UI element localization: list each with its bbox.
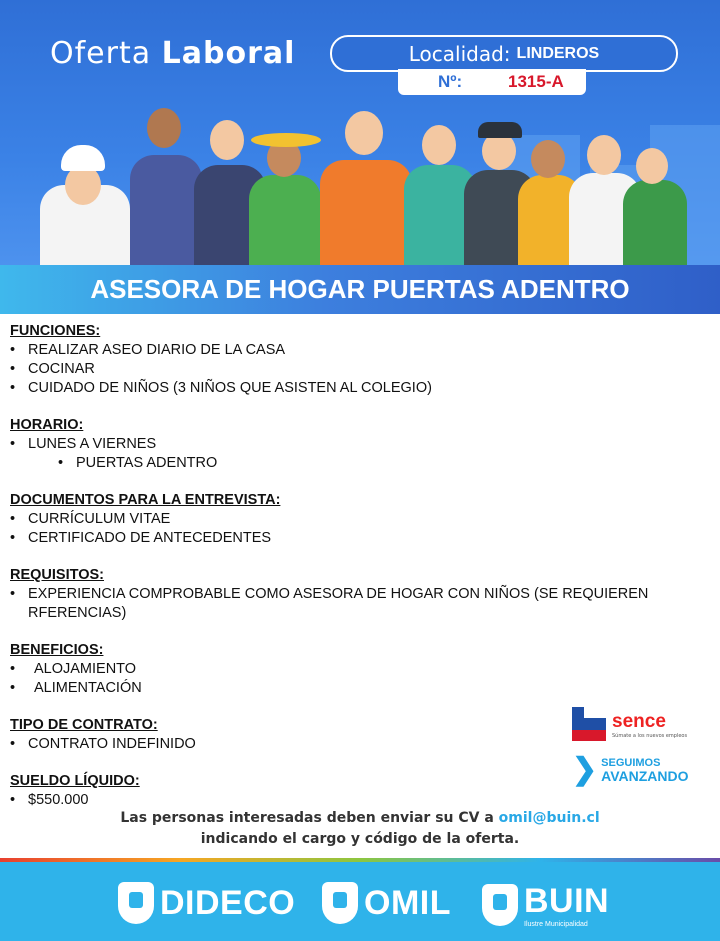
locality-box	[330, 35, 678, 72]
locality-label: Localidad:	[408, 41, 511, 66]
list-item: • COCINAR	[10, 360, 690, 379]
section-heading: REQUISITOS:	[10, 567, 104, 583]
contact-email-link[interactable]: omil@buin.cl	[498, 810, 600, 826]
chevron-right-icon: ❯	[572, 753, 598, 786]
section-heading: HORARIO:	[10, 417, 84, 433]
section-heading: FUNCIONES:	[10, 323, 101, 339]
list-item: • CURRÍCULUM VITAE	[10, 510, 690, 529]
offer-title-light: Oferta	[50, 36, 152, 71]
sence-tagline: Súmate a los nuevos empleos	[612, 733, 688, 739]
grocer-figure	[620, 140, 690, 265]
section-heading: SUELDO LÍQUIDO:	[10, 773, 140, 789]
section-heading: BENEFICIOS:	[10, 642, 104, 658]
shield-icon	[482, 884, 518, 926]
section-horario	[10, 416, 690, 473]
list-item: • $550.000	[10, 791, 690, 810]
note-text2: indicando el cargo y código de la oferta.	[200, 831, 520, 847]
shield-icon	[118, 882, 154, 924]
list-item: • CUIDADO DE NIÑOS (3 NIÑOS QUE ASISTEN AL COLEGIO)	[10, 379, 690, 398]
offer-number-box	[398, 69, 586, 95]
section-funciones	[10, 322, 690, 398]
dideco-text: DIDECO	[160, 883, 296, 922]
header-banner	[0, 0, 720, 265]
list-item: • ALIMENTACIÓN	[10, 679, 690, 698]
chef-figure	[35, 145, 130, 265]
list-item: • EXPERIENCIA COMPROBABLE COMO ASESORA DE HOGAR CON NIÑOS (SE REQUIEREN RFERENCIAS)	[10, 585, 668, 623]
offer-title	[50, 36, 295, 71]
section-documentos	[10, 491, 690, 548]
omil-logo	[322, 882, 451, 924]
application-note	[100, 808, 620, 850]
footer-bar	[0, 858, 720, 941]
seguimos-avanzando-logo	[572, 755, 689, 785]
buin-subtext: Ilustre Municipalidad	[524, 921, 588, 928]
list-item: • CERTIFICADO DE ANTECEDENTES	[10, 529, 690, 548]
offer-title-bold: Laboral	[161, 36, 296, 71]
campaign-line2: AVANZANDO	[601, 768, 689, 784]
farmer-figure	[245, 125, 325, 265]
shield-icon	[322, 882, 358, 924]
sence-logo	[612, 711, 666, 733]
list-item: • REALIZAR ASEO DIARIO DE LA CASA	[10, 341, 690, 360]
list-item: • CONTRATO INDEFINIDO	[10, 735, 690, 754]
buin-logo	[482, 882, 609, 928]
sence-logo-text: senc	[612, 711, 656, 732]
locality-value: LINDEROS	[516, 44, 600, 62]
offer-number-value: 1315-A	[508, 72, 564, 91]
section-heading: DOCUMENTOS PARA LA ENTREVISTA:	[10, 492, 281, 508]
offer-number-label: Nº:	[438, 72, 463, 91]
list-item: • ALOJAMIENTO	[10, 660, 690, 679]
job-title-band	[0, 265, 720, 314]
section-beneficios	[10, 641, 690, 698]
campaign-line1: SEGUIMOS	[601, 757, 661, 769]
buin-text: BUIN	[524, 882, 610, 920]
list-item: • LUNES A VIERNES	[10, 435, 690, 454]
chile-government-logo	[572, 707, 606, 741]
list-item: • PUERTAS ADENTRO	[58, 454, 690, 473]
sence-logo-e: e	[655, 711, 666, 732]
color-stripe	[0, 858, 720, 862]
dideco-logo	[118, 882, 295, 924]
note-text1: Las personas interesadas deben enviar su CV a	[120, 810, 499, 826]
section-requisitos	[10, 566, 690, 623]
workers-illustration	[30, 96, 690, 265]
job-title: ASESORA DE HOGAR PUERTAS ADENTRO	[90, 274, 630, 304]
section-heading: TIPO DE CONTRATO:	[10, 717, 158, 733]
omil-text: OMIL	[364, 883, 451, 922]
